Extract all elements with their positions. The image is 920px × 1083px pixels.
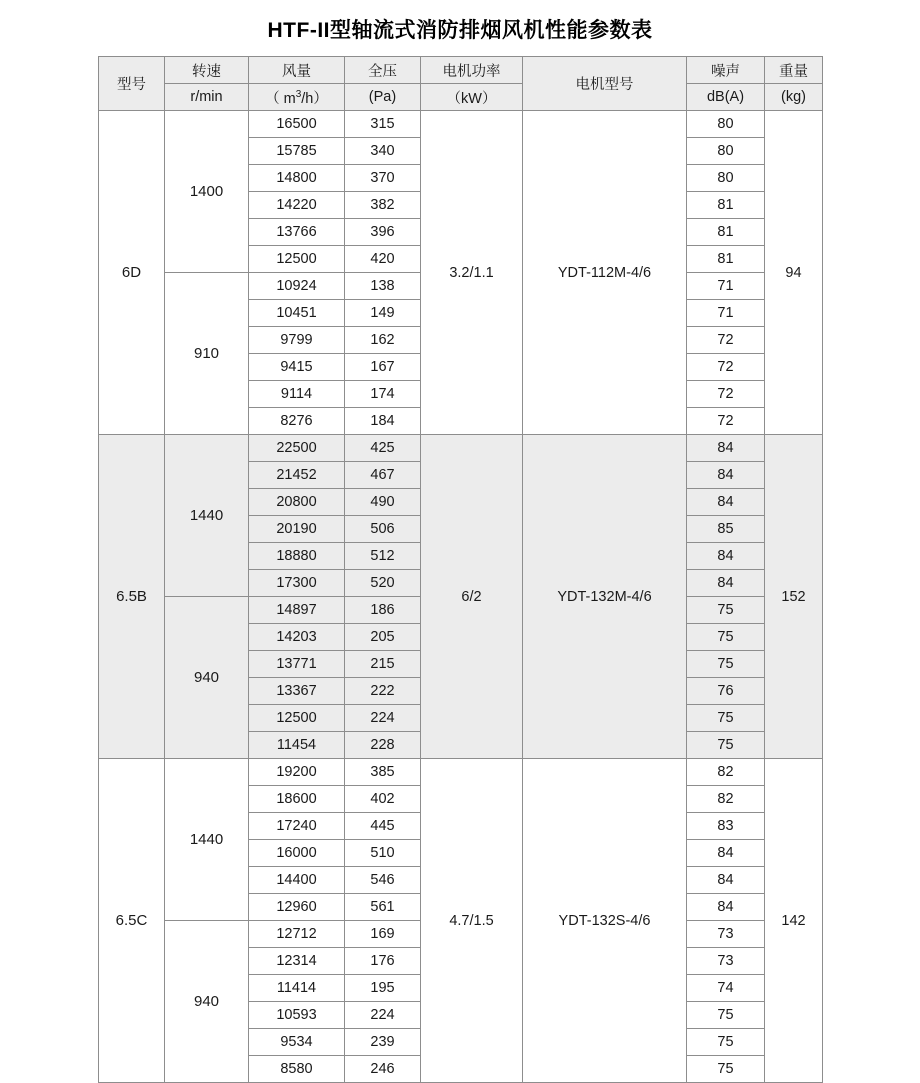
cell-speed: 940	[165, 597, 249, 759]
cell-flow: 18880	[249, 543, 345, 570]
cell-model: 6.5C	[99, 759, 165, 1083]
cell-motor-model: YDT-132S-4/6	[523, 759, 687, 1083]
header-power-unit: （kW）	[421, 84, 523, 111]
cell-flow: 10924	[249, 273, 345, 300]
cell-pressure: 510	[345, 840, 421, 867]
flow-unit-tail: /h）	[301, 90, 328, 107]
cell-pressure: 420	[345, 246, 421, 273]
cell-pressure: 176	[345, 948, 421, 975]
cell-flow: 12500	[249, 705, 345, 732]
cell-flow: 19200	[249, 759, 345, 786]
cell-flow: 17240	[249, 813, 345, 840]
cell-weight: 94	[765, 111, 823, 435]
cell-noise: 84	[687, 462, 765, 489]
cell-flow: 14400	[249, 867, 345, 894]
cell-noise: 71	[687, 273, 765, 300]
cell-pressure: 215	[345, 651, 421, 678]
cell-noise: 84	[687, 435, 765, 462]
header-pressure-unit: (Pa)	[345, 84, 421, 111]
cell-pressure: 169	[345, 921, 421, 948]
cell-power: 3.2/1.1	[421, 111, 523, 435]
cell-flow: 9114	[249, 381, 345, 408]
page-title: HTF-II型轴流式消防排烟风机性能参数表	[267, 19, 653, 42]
cell-noise: 84	[687, 867, 765, 894]
cell-pressure: 385	[345, 759, 421, 786]
cell-pressure: 224	[345, 705, 421, 732]
cell-noise: 75	[687, 732, 765, 759]
cell-flow: 12960	[249, 894, 345, 921]
cell-flow: 12314	[249, 948, 345, 975]
cell-pressure: 425	[345, 435, 421, 462]
cell-flow: 16000	[249, 840, 345, 867]
cell-noise: 84	[687, 840, 765, 867]
cell-noise: 81	[687, 192, 765, 219]
cell-noise: 80	[687, 138, 765, 165]
cell-model: 6.5B	[99, 435, 165, 759]
cell-pressure: 561	[345, 894, 421, 921]
cell-pressure: 222	[345, 678, 421, 705]
header-motor-model: 电机型号	[523, 57, 687, 111]
cell-noise: 85	[687, 516, 765, 543]
cell-noise: 72	[687, 408, 765, 435]
cell-pressure: 138	[345, 273, 421, 300]
cell-flow: 13766	[249, 219, 345, 246]
cell-pressure: 340	[345, 138, 421, 165]
cell-speed: 1400	[165, 111, 249, 273]
cell-flow: 9534	[249, 1029, 345, 1056]
header-model: 型号	[99, 57, 165, 111]
cell-noise: 72	[687, 327, 765, 354]
cell-pressure: 315	[345, 111, 421, 138]
table-row	[99, 435, 823, 462]
cell-motor-model: YDT-112M-4/6	[523, 111, 687, 435]
cell-noise: 80	[687, 165, 765, 192]
cell-speed: 910	[165, 273, 249, 435]
cell-pressure: 186	[345, 597, 421, 624]
cell-flow: 17300	[249, 570, 345, 597]
cell-flow: 22500	[249, 435, 345, 462]
header-weight: 重量	[765, 57, 823, 84]
cell-pressure: 506	[345, 516, 421, 543]
cell-speed: 1440	[165, 759, 249, 921]
cell-noise: 73	[687, 948, 765, 975]
cell-flow: 11414	[249, 975, 345, 1002]
cell-noise: 75	[687, 1056, 765, 1083]
cell-flow: 12712	[249, 921, 345, 948]
cell-flow: 11454	[249, 732, 345, 759]
header-power: 电机功率	[421, 57, 523, 84]
flow-unit-exponent: 3	[295, 88, 302, 100]
cell-pressure: 184	[345, 408, 421, 435]
cell-noise: 75	[687, 597, 765, 624]
cell-pressure: 490	[345, 489, 421, 516]
header-row-units	[99, 84, 823, 111]
cell-flow: 20190	[249, 516, 345, 543]
cell-noise: 84	[687, 570, 765, 597]
cell-speed: 940	[165, 921, 249, 1083]
header-speed: 转速	[165, 57, 249, 84]
cell-pressure: 246	[345, 1056, 421, 1083]
cell-pressure: 520	[345, 570, 421, 597]
cell-noise: 81	[687, 246, 765, 273]
cell-noise: 72	[687, 354, 765, 381]
spec-table-wrapper	[0, 56, 920, 1083]
cell-noise: 75	[687, 651, 765, 678]
cell-flow: 9799	[249, 327, 345, 354]
table-row	[99, 759, 823, 786]
cell-noise: 84	[687, 489, 765, 516]
cell-flow: 10451	[249, 300, 345, 327]
cell-pressure: 195	[345, 975, 421, 1002]
cell-noise: 82	[687, 759, 765, 786]
cell-noise: 84	[687, 543, 765, 570]
cell-model: 6D	[99, 111, 165, 435]
table-row	[99, 111, 823, 138]
header-noise: 噪声	[687, 57, 765, 84]
cell-noise: 83	[687, 813, 765, 840]
cell-noise: 73	[687, 921, 765, 948]
cell-power: 4.7/1.5	[421, 759, 523, 1083]
cell-motor-model: YDT-132M-4/6	[523, 435, 687, 759]
cell-noise: 84	[687, 894, 765, 921]
cell-weight: 152	[765, 435, 823, 759]
cell-flow: 14800	[249, 165, 345, 192]
cell-noise: 74	[687, 975, 765, 1002]
cell-noise: 81	[687, 219, 765, 246]
cell-flow: 20800	[249, 489, 345, 516]
cell-flow: 13367	[249, 678, 345, 705]
cell-pressure: 174	[345, 381, 421, 408]
cell-flow: 12500	[249, 246, 345, 273]
cell-noise: 76	[687, 678, 765, 705]
cell-pressure: 445	[345, 813, 421, 840]
cell-flow: 8580	[249, 1056, 345, 1083]
cell-pressure: 382	[345, 192, 421, 219]
cell-pressure: 546	[345, 867, 421, 894]
cell-noise: 75	[687, 624, 765, 651]
header-noise-unit: dB(A)	[687, 84, 765, 111]
table-body	[99, 111, 823, 1083]
cell-weight: 142	[765, 759, 823, 1083]
cell-pressure: 224	[345, 1002, 421, 1029]
cell-flow: 13771	[249, 651, 345, 678]
table-head	[99, 57, 823, 111]
cell-flow: 14897	[249, 597, 345, 624]
header-flow: 风量	[249, 57, 345, 84]
cell-flow: 14203	[249, 624, 345, 651]
cell-noise: 75	[687, 1002, 765, 1029]
cell-noise: 71	[687, 300, 765, 327]
cell-pressure: 167	[345, 354, 421, 381]
cell-pressure: 162	[345, 327, 421, 354]
header-speed-unit: r/min	[165, 84, 249, 111]
cell-noise: 72	[687, 381, 765, 408]
cell-pressure: 239	[345, 1029, 421, 1056]
spec-table	[98, 56, 823, 1083]
cell-pressure: 205	[345, 624, 421, 651]
cell-pressure: 512	[345, 543, 421, 570]
cell-flow: 21452	[249, 462, 345, 489]
cell-pressure: 370	[345, 165, 421, 192]
cell-flow: 8276	[249, 408, 345, 435]
cell-pressure: 149	[345, 300, 421, 327]
cell-flow: 16500	[249, 111, 345, 138]
cell-power: 6/2	[421, 435, 523, 759]
cell-flow: 14220	[249, 192, 345, 219]
cell-pressure: 228	[345, 732, 421, 759]
flow-unit-base: （ m	[265, 90, 296, 107]
cell-pressure: 402	[345, 786, 421, 813]
cell-flow: 18600	[249, 786, 345, 813]
cell-noise: 80	[687, 111, 765, 138]
header-pressure: 全压	[345, 57, 421, 84]
cell-speed: 1440	[165, 435, 249, 597]
header-flow-unit	[249, 84, 345, 111]
header-weight-unit: (kg)	[765, 84, 823, 111]
cell-flow: 15785	[249, 138, 345, 165]
header-row-primary	[99, 57, 823, 84]
cell-pressure: 467	[345, 462, 421, 489]
cell-noise: 82	[687, 786, 765, 813]
cell-noise: 75	[687, 1029, 765, 1056]
cell-noise: 75	[687, 705, 765, 732]
cell-flow: 9415	[249, 354, 345, 381]
cell-flow: 10593	[249, 1002, 345, 1029]
cell-pressure: 396	[345, 219, 421, 246]
